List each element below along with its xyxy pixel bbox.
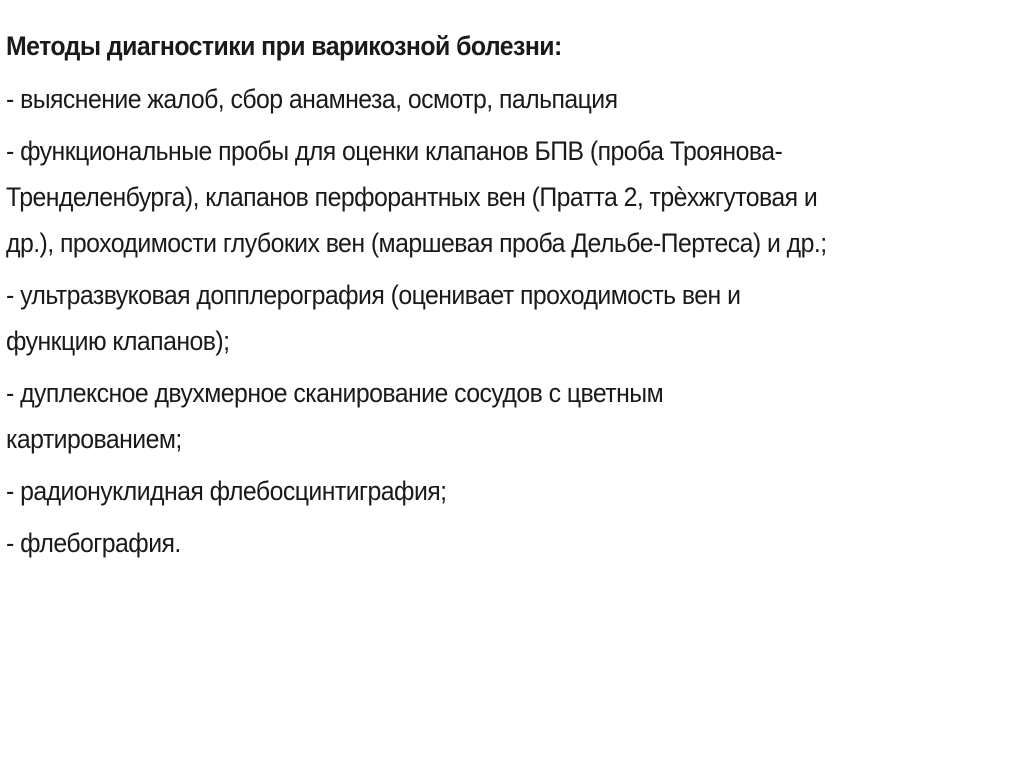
slide-title: Методы диагностики при варикозной болезни: (6, 31, 562, 61)
list-item (6, 272, 1004, 364)
list-item-line: - флебография. (6, 528, 181, 558)
list-item-line: функцию клапанов); (6, 326, 230, 356)
list-item-line: др.), проходимости глубоких вен (маршевая проба Дельбе-Пертеса) и др.; (6, 228, 827, 258)
list-item-line: - функциональные пробы для оценки клапанов БПВ (проба Троянова- (6, 136, 783, 166)
list-item (6, 128, 1004, 266)
list-item-line: - дуплексное двухмерное сканирование сосудов с цветным (6, 378, 664, 408)
list-item-line: - радионуклидная флебосцинтиграфия; (6, 476, 447, 506)
list-item-line: - ультразвуковая допплерография (оценивает проходимость вен и (6, 280, 741, 310)
list-item (6, 468, 1004, 514)
list-item-line: картированием; (6, 424, 182, 454)
list-item-line: Тренделенбурга), клапанов перфорантных вен (Пратта 2, трѐхжгутовая и (6, 182, 818, 212)
list-item (6, 520, 1004, 566)
diagnostic-methods-list (6, 76, 1004, 566)
list-item (6, 370, 1004, 462)
list-item (6, 76, 1004, 122)
list-item-line: - выяснение жалоб, сбор анамнеза, осмотр, пальпация (6, 84, 618, 114)
